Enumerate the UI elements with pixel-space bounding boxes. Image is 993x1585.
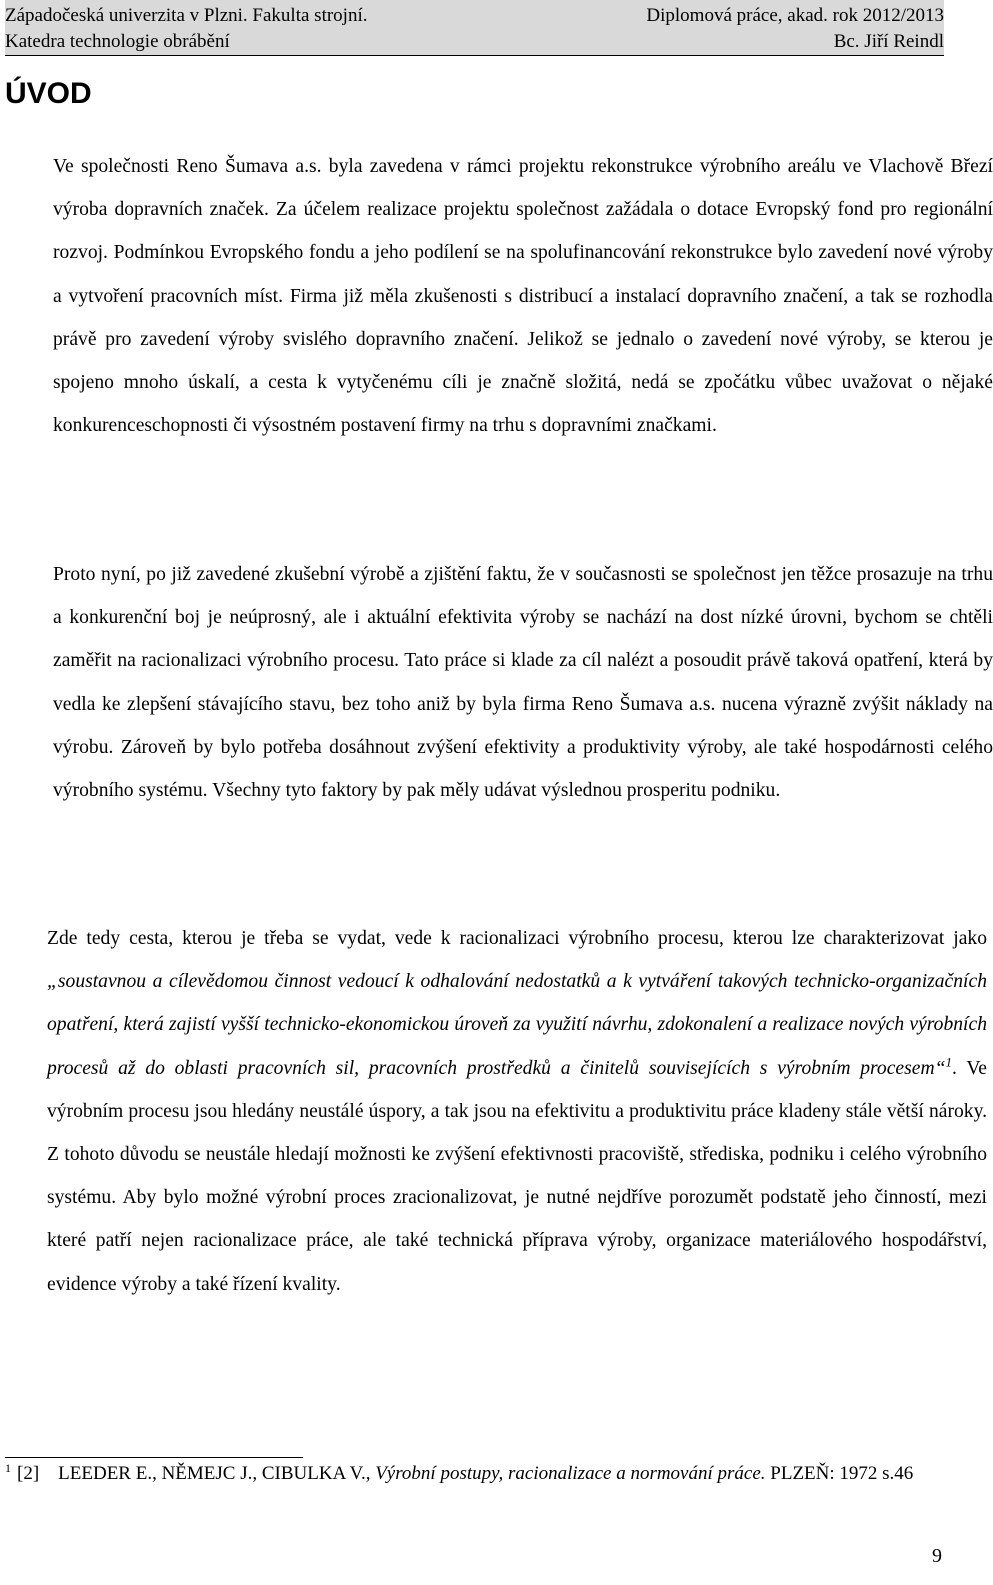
footnote-reference[interactable]: 1 [945, 1054, 952, 1070]
header-author: Bc. Jiří Reindl [833, 31, 944, 52]
footnote-ref-label: [2] [17, 1463, 40, 1484]
paragraph-goal: Proto nyní, po již zavedené zkušební výrobě a zjištění faktu, že v současnosti se společnost jen těžce prosazuje na trhu a konkurenční boj je neúprosný, ale i aktuální efektivita výroby se nachází na dost nízké úrovni, bychom se chtěli zaměřit na racionalizaci výrobního procesu. Tato práce si klade za cíl nalézt a posoudit právě taková opatření, která by vedla ke zlepšení stávajícího stavu, bez toho aniž by byla firma Reno Šumava a.s. nucena výrazně zvýšit náklady na výrobu. Zároveň by bylo potřeba dosáhnout zvýšení efektivity a produktivity výroby, ale také hospodárnosti celého výrobního systému. Všechny tyto faktory by pak měly udávat výslednou prosperitu podniku. [53, 564, 993, 802]
footnote [5, 1462, 945, 1486]
header-row-2 [5, 29, 944, 55]
footnote-number: 1 [5, 1460, 11, 1475]
header-university: Západočeská univerzita v Plzni. Fakulta strojní. [5, 5, 368, 26]
footnote-title: Výrobní postupy, racionalizace a normování práce. [375, 1463, 766, 1484]
page-header [5, 0, 944, 56]
section-heading: ÚVOD [5, 77, 92, 110]
header-thesis-info: Diplomová práce, akad. rok 2012/2013 [646, 5, 944, 26]
paragraph-intro-text: Zde tedy cesta, kterou je třeba se vydat, vede k racionalizaci výrobního procesu, kterou lze charakterizovat jako [47, 928, 987, 949]
footnote-authors: LEEDER E., NĚMEJC J., CIBULKA V., [58, 1463, 376, 1484]
definition-quote: „soustavnou a cílevědomou činnost vedoucí k odhalování nedostatků a k vytváření takových technicko-organizačních opatření, která zajistí vyšší technicko-ekonomickou úroveň za využití návrhu, zdokonalení a realizace nových výrobních procesů až do oblasti pracovních sil, pracovních prostředků a činitelů souvisejících s výrobním procesem“ [47, 971, 987, 1079]
paragraph-rest-text: . Ve výrobním procesu jsou hledány neustálé úspory, a tak jsou na efektivitu a produktivitu práce kladeny stále větší nároky. Z tohoto důvodu se neustále hledají možnosti ke zvýšení efektivnosti pracoviště, střediska, podniku i celého výrobního systému. Aby bylo možné výrobní proces zracionalizovat, je nutné nejdříve porozumět podstatě jeho činností, mezi které patří nejen racionalizace práce, ale také technická příprava výroby, organizace materiálového hospodářství, evidence výroby a také řízení kvality. [47, 1057, 987, 1295]
page-number: 9 [932, 1545, 942, 1567]
header-department: Katedra technologie obrábění [5, 31, 230, 52]
footnote-separator [5, 1457, 303, 1458]
header-row-1 [5, 3, 944, 29]
paragraph-intro: Ve společnosti Reno Šumava a.s. byla zavedena v rámci projektu rekonstrukce výrobního areálu ve Vlachově Březí výroba dopravních značek. Za účelem realizace projektu společnost zažádala o dotace Evropský fond pro regionální rozvoj. Podmínkou Evropského fondu a jeho podílení se na spolufinancování rekonstrukce bylo zavedení nové výroby a vytvoření pracovních míst. Firma již měla zkušenosti s distribucí a instalací dopravního značení, a tak se rozhodla právě pro zavedení výroby svislého dopravního značení. Jelikož se jednalo o zavedení nové výroby, se kterou je spojeno mnoho úskalí, a cesta k vytyčenému cíli je značně složitá, nedá se zpočátku vůbec uvažovat o nějaké konkurenceschopnosti či výsostném postavení firmy na trhu s dopravními značkami. [53, 156, 993, 437]
paragraph-rationalization [7, 917, 987, 1306]
footnote-publication: PLZEŇ: 1972 s.46 [765, 1463, 914, 1484]
